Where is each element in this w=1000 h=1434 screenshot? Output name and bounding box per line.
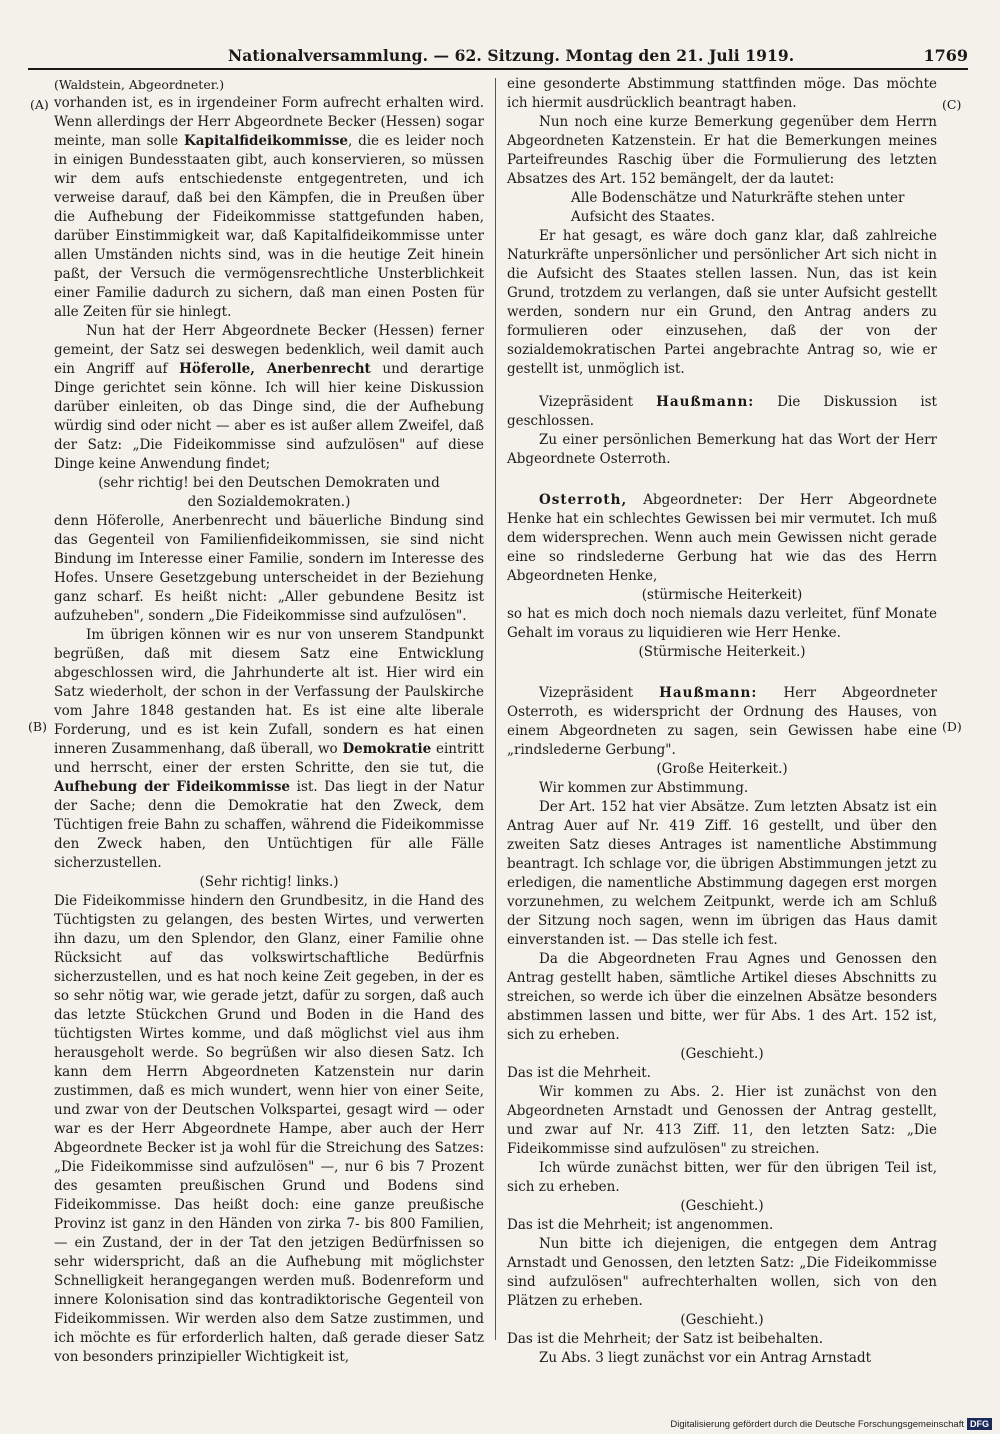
margin-marker-b: (B) [28, 719, 47, 734]
paragraph: Ich würde zunächst bitten, wer für den übrigen Teil ist, sich zu erheben. [507, 1160, 937, 1195]
paragraph: Nun bitte ich diejenigen, die entgegen dem Antrag Arnstadt und Genossen, den letzten Satz: „Die Fideikommisse sind aufzulösen" aufrechterhalten wollen, sich von den Plätzen zu erheben. [507, 1236, 937, 1309]
paragraph: Im übrigen können wir es nur von unserem Standpunkt begrüßen, daß mit diesem Satz eine Entwicklung abgeschlossen wird, die Jahrhunderte alt ist. Hier wird ein Satz wiederholt, der schon in der Verfassung der Paulskirche vom Jahre 1848 gestanden hat. Es ist eine alte liberale Forderung, und es ist kein Zufall, sondern es hat einen inneren Zusammenhang, daß überall, wo Demokratie eintritt und herrscht, einer der ersten Schritte, den sie tut, die Aufhebung der Fideikommisse ist. Das liegt in der Natur der Sache; denn die Demokratie hat den Zweck, dem Tüchtigen freie Bahn zu schaffen, während die Fideikommisse den Zweck haben, den Untüchtigen für alle Fälle sicherzustellen. [54, 627, 484, 871]
paragraph: Der Art. 152 hat vier Absätze. Zum letzten Absatz ist ein Antrag Auer auf Nr. 419 Ziff. 16 gestellt, und über den zweiten Satz dieses Antrages ist namentliche Abstimmung beantragt. Ich schlage vor, die übrigen Abstimmungen jetzt zu erledigen, die namentliche Abstimmung dagegen erst morgen vorzunehmen, zu welchem Zeitpunkt, werde ich am Schluß der Sitzung noch sagen, wenn im übrigen das Haus damit einverstanden ist. — Das stelle ich fest. [507, 799, 937, 948]
footer [670, 1418, 992, 1430]
remark: (Stürmische Heiterkeit.) [638, 644, 806, 660]
margin-marker-d: (D) [942, 719, 962, 734]
margin-marker-c: (C) [942, 97, 962, 112]
remark: (Geschieht.) [680, 1198, 764, 1214]
paragraph: Da die Abgeordneten Frau Agnes und Genossen den Antrag gestellt haben, sämtliche Artikel dieses Abschnitts zu streichen, so werde ich über die einzelnen Absätze besonders abstimmen lassen und bitte, wer für Abs. 1 des Art. 152 ist, sich zu erheben. [507, 951, 937, 1043]
paragraph: Er hat gesagt, es wäre doch ganz klar, daß zahlreiche Naturkräfte unpersönlicher und persönlicher Art sich nicht in die Aufsicht des Staates stellen lassen. Nun, das ist kein Grund, trotzdem zu verlangen, daß sie unter Aufsicht gestellt werden, sondern nur ein Grund, den Antrag anders zu formulieren oder einzusehen, daß der von der sozialdemokratischen Partei angebrachte Antrag so, wie er gestellt ist, unmöglich ist. [507, 228, 937, 377]
page-header [28, 46, 968, 70]
column-divider [495, 78, 496, 1340]
right-column [507, 75, 937, 1368]
remark: (Sehr richtig! links.) [199, 874, 339, 890]
quote: Alle Bodenschätze und Naturkräfte stehen unter Aufsicht des Staates. [571, 190, 905, 225]
remark: (stürmische Heiterkeit) [641, 587, 803, 603]
paragraph: Zu Abs. 3 liegt zunächst vor ein Antrag Arnstadt [539, 1350, 872, 1366]
remark: (Große Heiterkeit.) [656, 761, 788, 777]
dfg-logo: DFG [967, 1418, 992, 1430]
paragraph: Zu einer persönlichen Bemerkung hat das Wort der Herr Abgeordnete Osterroth. [507, 432, 937, 467]
header-rule [28, 68, 968, 70]
remark: den Sozialdemokraten.) [187, 494, 351, 510]
paragraph: Das ist die Mehrheit; ist angenommen. [507, 1217, 774, 1233]
speaker-line: (Waldstein, Abgeordneter.) [54, 77, 225, 92]
osterroth-statement: Osterroth, Abgeordneter: Der Herr Abgeordnete Henke hat ein schlechtes Gewissen bei mir vermutet. Ich muß dem widersprechen. Wenn auch mein Gewissen nicht gerade eine so rindslederne Gerbung hat wie das des Herrn Abgeordneten Henke, [507, 492, 937, 584]
paragraph: denn Höferolle, Anerbenrecht und bäuerliche Bindung sind das Gegenteil von Familienfideikommissen, sie sind nicht Bindung im Interesse einer Familie, sondern im Interesse des Hofes. Unsere Gesetzgebung unterscheidet in der Beziehung ganz scharf. Es heißt nicht: „Aller gebundene Besitz ist aufzuheben", sondern „Die Fideikommisse sind aufzulösen". [54, 513, 484, 624]
paragraph: Nun noch eine kurze Bemerkung gegenüber dem Herrn Abgeordneten Katzenstein. Er hat die Bemerkungen meines Parteifreundes Raschig über die Formulierung des letzten Absatzes des Art. 152 bemängelt, der da lautet: [507, 114, 937, 187]
remark: (sehr richtig! bei den Deutschen Demokraten und [98, 475, 440, 491]
vizepraesident-statement: Vizepräsident Haußmann: Die Diskussion ist geschlossen. [507, 394, 937, 429]
remark: (Geschieht.) [680, 1046, 764, 1062]
vizepraesident-statement: Vizepräsident Haußmann: Herr Abgeordneter Osterroth, es widerspricht der Ordnung des Hauses, von einem Abgeordneten zu sagen, sein Gewissen habe eine „rindslederne Gerbung". [507, 685, 937, 758]
paragraph: Wir kommen zu Abs. 2. Hier ist zunächst von den Abgeordneten Arnstadt und Genossen der Antrag gestellt, und zwar auf Nr. 413 Ziff. 11, den letzten Satz: „Die Fideikommisse sind aufzulösen" zu streichen. [507, 1084, 937, 1157]
paragraph: eine gesonderte Abstimmung stattfinden möge. Das möchte ich hiermit ausdrücklich beantragt haben. [507, 76, 937, 111]
left-column [54, 75, 484, 1367]
paragraph: so hat es mich doch noch niemals dazu verleitet, fünf Monate Gehalt im voraus zu liquidieren wie Herr Henke. [507, 606, 937, 641]
paragraph: Nun hat der Herr Abgeordnete Becker (Hessen) ferner gemeint, der Satz sei deswegen bedenklich, weil damit auch ein Angriff auf Höferolle, Anerbenrecht und derartige Dinge gerichtet sein könne. Ich will hier keine Diskussion darüber einleiten, ob das Dinge sind, die der Aufhebung würdig sind oder nicht — aber es ist außer allem Zweifel, daß der Satz: „Die Fideikommisse sind aufzulösen" auf diese Dinge keine Anwendung findet; [54, 323, 484, 472]
running-title: Nationalversammlung. — 62. Sitzung. Montag den 21. Juli 1919. [228, 46, 795, 65]
paragraph: Das ist die Mehrheit. [507, 1065, 651, 1081]
paragraph: Die Fideikommisse hindern den Grundbesitz, in die Hand des Tüchtigsten zu gelangen, des besten Wirtes, und verwerten ihn dazu, um den Splendor, den Glanz, einer Familie ohne Rücksicht auf das volkswirtschaftliche Bedürfnis sicherzustellen, und es hat noch keine Zeit gegeben, in der es so sehr nötig war, wie gerade jetzt, dafür zu sorgen, daß auch das letzte Stückchen Grund und Boden in die Hand des tüchtigsten Wirtes komme, und daß möglichst viel aus ihm herausgeholt werde. So begrüßen wir also diesen Satz. Ich kann dem Herrn Abgeordneten Katzenstein nur darin zustimmen, daß es mich wundert, wenn hier von einer Seite, und zwar von der Deutschen Volkspartei, gesagt wird — oder war es der Herr Abgeordnete Hampe, aber auch der Herr Abgeordnete Becker ist ja wohl für die Streichung des Satzes: „Die Fideikommisse sind aufzulösen" —, nur 6 bis 7 Prozent des gesamten preußischen Grund und Bodens sind Fideikommisse. Das heißt doch: eine ganze preußische Provinz ist ganz in den Händen von zirka 7- bis 800 Familien, — ein Zustand, der in der Tat den jetzigen Bedürfnissen so sehr widerspricht, daß an die Aufhebung mit möglichster Schnelligkeit herangegangen werden muß. Bodenreform und innere Kolonisation sind das kontradiktorische Gegenteil von Fideikommissen. Wir werden also dem Satze zustimmen, und ich möchte es für erforderlich halten, daß gerade dieser Satz von besonders prinzipieller Wichtigkeit ist, [54, 893, 484, 1365]
margin-marker-a: (A) [30, 97, 49, 112]
paragraph: vorhanden ist, es in irgendeiner Form aufrecht erhalten wird. Wenn allerdings der Herr Abgeordnete Becker (Hessen) sogar meinte, man solle Kapitalfideikommisse, die es leider noch in einigen Bundesstaaten gibt, auch konservieren, so müssen wir dem aufs entschiedenste entgegentreten, und ich verweise darauf, daß bei den Kämpfen, die in Preußen über die Aufhebung der Fideikommisse stattgefunden haben, darüber Einstimmigkeit war, daß Kapitalfideikommisse unter allen Umständen nichts sind, was in die heutige Zeit hinein paßt, der Versuch die vermögensrechtliche Unsterblichkeit einer Familie dadurch zu sichern, daß man einen Posten für alle Zeiten für sie hinlegt. [54, 95, 485, 320]
paragraph: Wir kommen zur Abstimmung. [539, 780, 749, 796]
footer-text: Digitalisierung gefördert durch die Deutsche Forschungsgemeinschaft [670, 1418, 964, 1430]
page-number: 1769 [923, 46, 968, 65]
paragraph: Das ist die Mehrheit; der Satz ist beibehalten. [507, 1331, 824, 1347]
remark: (Geschieht.) [680, 1312, 764, 1328]
